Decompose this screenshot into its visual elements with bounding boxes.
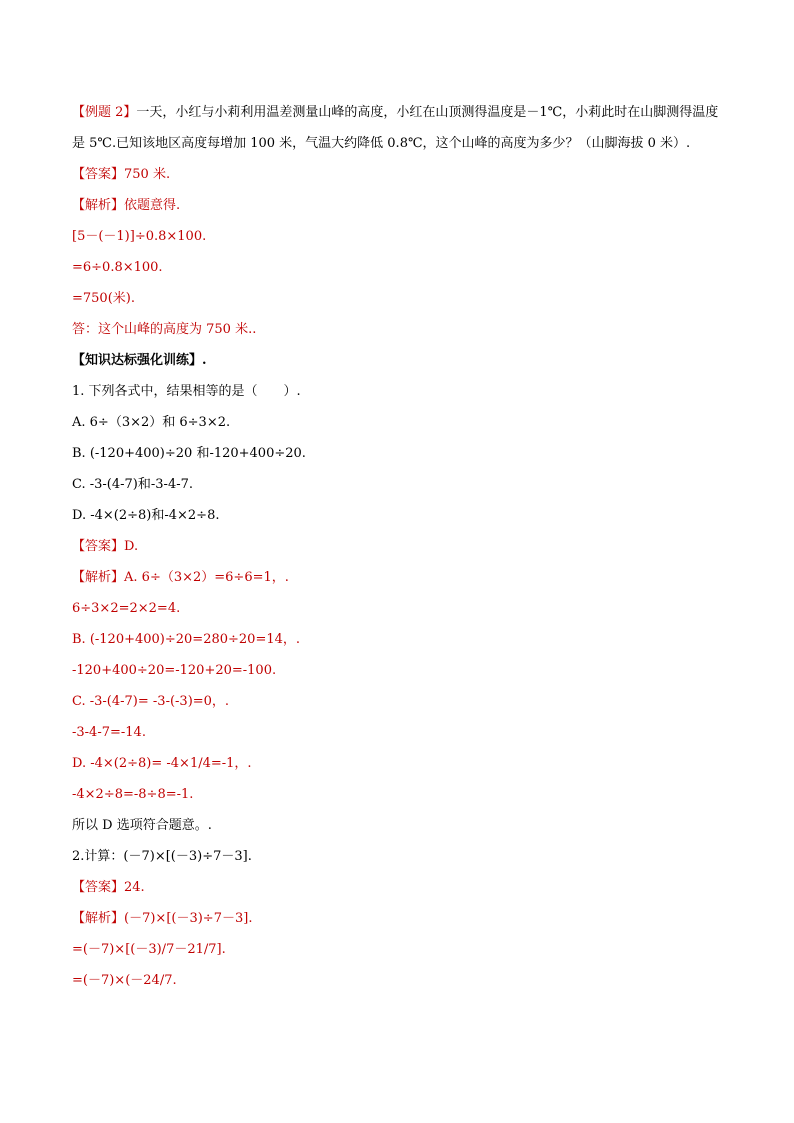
question-1-stem: 1. 下列各式中，结果相等的是（ ）. bbox=[72, 384, 301, 399]
analysis-tag: 【解析】 bbox=[72, 570, 125, 585]
analysis-step: =(－7)×[(－3)/7－21/7]. bbox=[72, 942, 226, 957]
analysis-step: D. -4×(2÷8)= -4×1/4=-1，. bbox=[72, 756, 252, 771]
example-text: 一天，小红与小莉利用温差测量山峰的高度，小红在山顶测得温度是－1℃，小莉此时在山脚测得温度是 5℃.已知该地区高度每增加 100 米，气温大约降低 0.8℃，这个山峰的高度为多少？（山脚海拔 0 米）. bbox=[72, 105, 719, 151]
analysis-step: B. (-120+400)÷20=280÷20=14，. bbox=[72, 632, 301, 647]
analysis-text: 依题意得. bbox=[124, 198, 181, 213]
answer-tag: 【答案】 bbox=[72, 880, 125, 895]
answer-value: 750 米. bbox=[124, 167, 171, 182]
answer-value: D. bbox=[124, 539, 139, 554]
analysis-step: -3-4-7=-14. bbox=[72, 725, 146, 740]
question-2-stem: 2.计算：(－7)×[(－3)÷7－3]. bbox=[72, 849, 252, 864]
section-heading: 【知识达标强化训练】. bbox=[72, 353, 207, 368]
analysis-text: (－7)×[(－3)÷7－3]. bbox=[124, 911, 253, 926]
example-tag: 【例题 2】 bbox=[72, 105, 137, 120]
solution-step: =750(米). bbox=[72, 291, 135, 306]
analysis-text: A. 6÷（3×2）=6÷6=1，. bbox=[124, 570, 289, 585]
document-page bbox=[72, 97, 724, 996]
example-2-paragraph bbox=[72, 97, 724, 159]
solution-step: =6÷0.8×100. bbox=[72, 260, 163, 275]
answer-value: 24. bbox=[124, 880, 145, 895]
analysis-step: =(－7)×(－24/7. bbox=[72, 973, 177, 988]
question-1-option-a: A. 6÷（3×2）和 6÷3×2. bbox=[72, 415, 231, 430]
analysis-tag: 【解析】 bbox=[72, 911, 125, 926]
analysis-step: -120+400÷20=-120+20=-100. bbox=[72, 663, 277, 678]
question-1-option-b: B. (-120+400)÷20 和-120+400÷20. bbox=[72, 446, 306, 461]
question-1-option-c: C. -3-(4-7)和-3-4-7. bbox=[72, 477, 194, 492]
question-2-analysis-line bbox=[72, 903, 724, 934]
solution-step: [5－(－1)]÷0.8×100. bbox=[72, 229, 207, 244]
analysis-step: C. -3-(4-7)= -3-(-3)=0，. bbox=[72, 694, 230, 709]
answer-tag: 【答案】 bbox=[72, 539, 125, 554]
analysis-step: -4×2÷8=-8÷8=-1. bbox=[72, 787, 194, 802]
example-answer-line bbox=[72, 159, 724, 190]
question-1-analysis-line bbox=[72, 562, 724, 593]
question-1-conclusion: 所以 D 选项符合题意。. bbox=[72, 818, 212, 833]
analysis-tag: 【解析】 bbox=[72, 198, 125, 213]
analysis-step: 6÷3×2=2×2=4. bbox=[72, 601, 181, 616]
example-analysis-line bbox=[72, 190, 724, 221]
solution-conclusion: 答：这个山峰的高度为 750 米.. bbox=[72, 322, 257, 337]
answer-tag: 【答案】 bbox=[72, 167, 125, 182]
question-1-option-d: D. -4×(2÷8)和-4×2÷8. bbox=[72, 508, 220, 523]
question-2-answer-line bbox=[72, 872, 724, 903]
question-1-answer-line bbox=[72, 531, 724, 562]
